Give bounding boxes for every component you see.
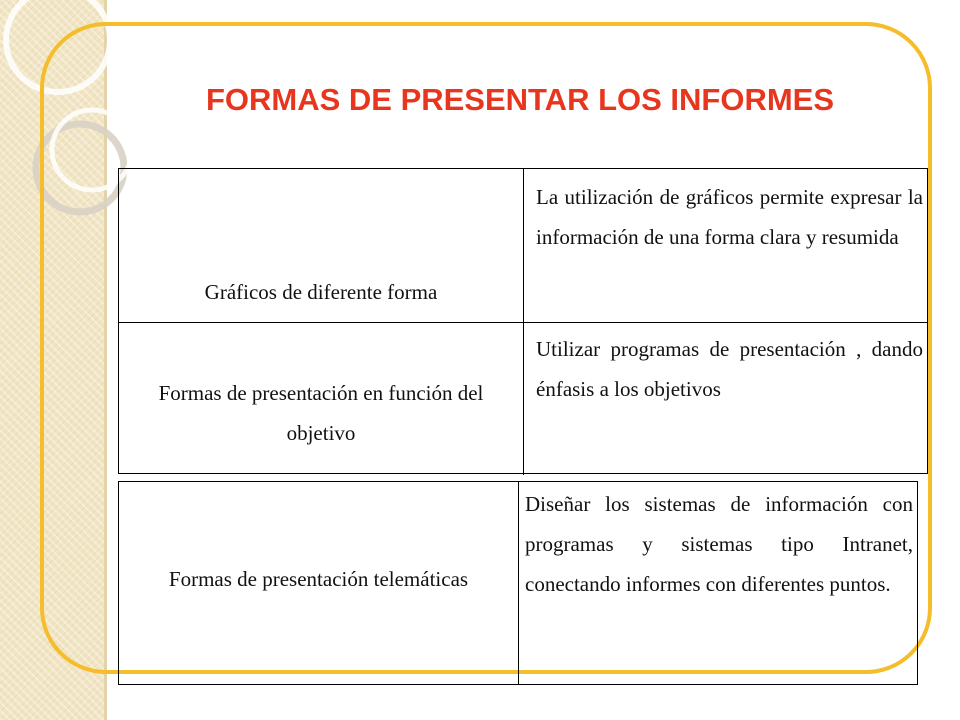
term-text: Formas de presentación telemáticas [168, 567, 469, 591]
table-row [119, 169, 927, 322]
description-text: Diseñar los sistemas de información con programas y sistemas tipo Intranet, conectando informes con diferentes puntos. [525, 492, 913, 596]
table-bottom [118, 481, 918, 685]
table-cell-term [119, 482, 519, 684]
table-cell-term [119, 323, 524, 475]
slide-title: FORMAS DE PRESENTAR LOS INFORMES [205, 82, 835, 117]
term-text: Formas de presentación en función del objetivo [158, 381, 484, 445]
description-text: La utilización de gráficos permite expresar la información de una forma clara y resumida [536, 185, 923, 249]
table-cell-description [524, 169, 929, 322]
table-cell-description [524, 323, 929, 475]
description-text: Utilizar programas de presentación , dando énfasis a los objetivos [536, 337, 923, 401]
table-row [119, 322, 927, 475]
table-cell-description [519, 482, 919, 684]
table-row [119, 482, 917, 684]
table-cell-term [119, 169, 524, 322]
table-top [118, 168, 928, 474]
term-text: Gráficos de diferente forma [204, 280, 438, 304]
